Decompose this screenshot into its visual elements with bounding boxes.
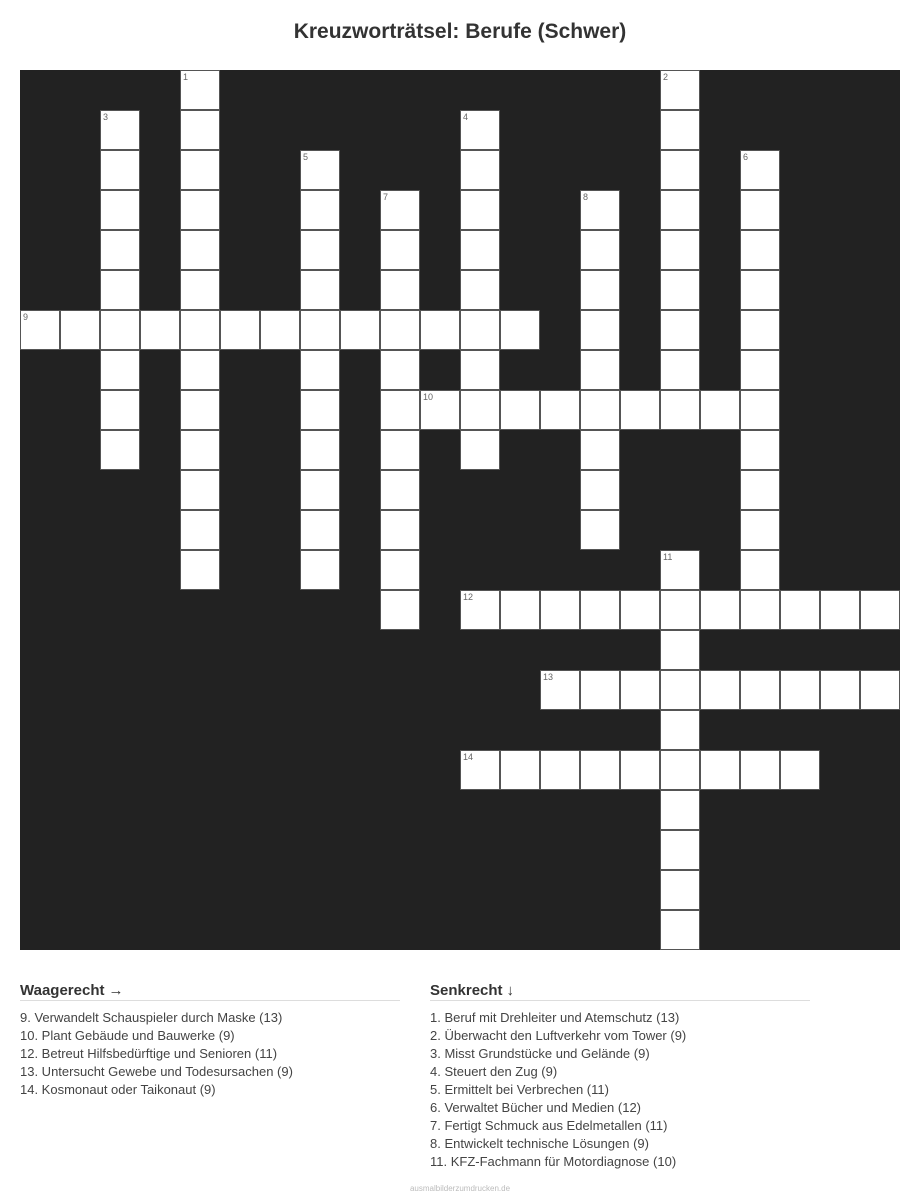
grid-cell[interactable] — [380, 590, 420, 630]
grid-cell[interactable] — [180, 430, 220, 470]
grid-cell[interactable] — [620, 750, 660, 790]
grid-cell[interactable] — [460, 590, 500, 630]
grid-cell[interactable] — [180, 470, 220, 510]
grid-cell[interactable] — [660, 190, 700, 230]
across-heading — [20, 982, 400, 1001]
grid-cell[interactable] — [780, 750, 820, 790]
grid-cell[interactable] — [660, 670, 700, 710]
down-clue: 1. Beruf mit Drehleiter und Atemschutz (13) — [430, 1010, 680, 1025]
grid-cell[interactable] — [220, 310, 260, 350]
grid-cell[interactable] — [700, 670, 740, 710]
grid-cell[interactable] — [380, 190, 420, 230]
grid-cell[interactable] — [460, 750, 500, 790]
grid-cell[interactable] — [580, 350, 620, 390]
grid-cell[interactable] — [300, 350, 340, 390]
down-clue: 6. Verwaltet Bücher und Medien (12) — [430, 1100, 642, 1115]
grid-cell[interactable] — [300, 150, 340, 190]
grid-cell[interactable] — [540, 750, 580, 790]
clue-number: 11 — [663, 552, 673, 562]
down-heading-label: Senkrecht — [430, 982, 503, 999]
down-clue: 11. KFZ-Fachmann für Motordiagnose (10) — [430, 1154, 677, 1169]
grid-cell[interactable] — [740, 390, 780, 430]
grid-cell[interactable] — [540, 390, 580, 430]
grid-cell[interactable] — [300, 390, 340, 430]
grid-cell[interactable] — [660, 270, 700, 310]
grid-cell[interactable] — [740, 470, 780, 510]
grid-cell[interactable] — [540, 670, 580, 710]
grid-cell[interactable] — [500, 310, 540, 350]
across-clue-list — [20, 1009, 400, 1099]
grid-cell[interactable] — [740, 150, 780, 190]
grid-cell[interactable] — [420, 310, 460, 350]
grid-cell[interactable] — [100, 190, 140, 230]
grid-cell[interactable] — [500, 750, 540, 790]
grid-cell[interactable] — [180, 390, 220, 430]
down-clue: 7. Fertigt Schmuck aus Edelmetallen (11) — [430, 1118, 668, 1133]
grid-cell[interactable] — [580, 270, 620, 310]
clue-number: 5 — [303, 152, 309, 162]
grid-cell[interactable] — [740, 550, 780, 590]
grid-cell[interactable] — [460, 390, 500, 430]
grid-cell[interactable] — [460, 350, 500, 390]
grid-cell[interactable] — [460, 270, 500, 310]
grid-cell[interactable] — [580, 590, 620, 630]
grid-cell[interactable] — [580, 510, 620, 550]
clue-number: 2 — [663, 72, 669, 82]
grid-cell[interactable] — [180, 310, 220, 350]
grid-cell[interactable] — [260, 310, 300, 350]
grid-cell[interactable] — [60, 310, 100, 350]
grid-cell[interactable] — [620, 670, 660, 710]
grid-cell[interactable] — [580, 190, 620, 230]
grid-cell[interactable] — [580, 390, 620, 430]
grid-cell[interactable] — [740, 430, 780, 470]
clue-number: 1 — [183, 72, 189, 82]
grid-cell[interactable] — [180, 190, 220, 230]
clue-number: 12 — [463, 592, 474, 602]
grid-cell[interactable] — [180, 70, 220, 110]
grid-cell[interactable] — [460, 150, 500, 190]
grid-cell[interactable] — [740, 670, 780, 710]
grid-cell[interactable] — [300, 430, 340, 470]
clue-number: 10 — [423, 392, 434, 402]
grid-cell[interactable] — [300, 230, 340, 270]
grid-cell[interactable] — [660, 350, 700, 390]
down-clue: 3. Misst Grundstücke und Gelände (9) — [430, 1046, 650, 1061]
grid-cell[interactable] — [300, 510, 340, 550]
clue-number: 9 — [23, 312, 29, 322]
grid-cell[interactable] — [180, 150, 220, 190]
grid-cell[interactable] — [100, 390, 140, 430]
across-clue: 14. Kosmonaut oder Taikonaut (9) — [20, 1082, 216, 1097]
grid-cell[interactable] — [780, 670, 820, 710]
grid-cell[interactable] — [820, 670, 860, 710]
grid-cell[interactable] — [20, 310, 60, 350]
grid-cell[interactable] — [740, 590, 780, 630]
down-clues — [430, 982, 810, 1171]
grid-cell[interactable] — [740, 750, 780, 790]
grid-cell[interactable] — [660, 110, 700, 150]
grid-cell[interactable] — [700, 750, 740, 790]
grid-cell[interactable] — [380, 230, 420, 270]
across-clue: 9. Verwandelt Schauspieler durch Maske (13) — [20, 1010, 283, 1025]
across-clue: 10. Plant Gebäude und Bauwerke (9) — [20, 1028, 235, 1043]
grid-cell[interactable] — [460, 190, 500, 230]
grid-cell[interactable] — [380, 270, 420, 310]
down-clue: 5. Ermittelt bei Verbrechen (11) — [430, 1082, 609, 1097]
grid-cell[interactable] — [660, 870, 700, 910]
grid-cell[interactable] — [460, 430, 500, 470]
grid-cell[interactable] — [500, 590, 540, 630]
clue-number: 14 — [463, 752, 474, 762]
grid-cell[interactable] — [420, 390, 460, 430]
grid-cell[interactable] — [740, 190, 780, 230]
right-arrow-icon: → — [108, 982, 124, 999]
down-arrow-icon: ↓ — [506, 982, 515, 999]
across-heading-label: Waagerecht — [20, 982, 105, 999]
grid-cell[interactable] — [820, 590, 860, 630]
grid-cell[interactable] — [660, 310, 700, 350]
clue-number: 6 — [743, 152, 749, 162]
grid-cell[interactable] — [100, 430, 140, 470]
grid-cell[interactable] — [300, 550, 340, 590]
grid-cell[interactable] — [660, 830, 700, 870]
grid-cell[interactable] — [740, 310, 780, 350]
clue-number: 7 — [383, 192, 389, 202]
grid-cell[interactable] — [100, 150, 140, 190]
clue-number: 4 — [463, 112, 469, 122]
grid-cell[interactable] — [180, 510, 220, 550]
grid-cell[interactable] — [380, 310, 420, 350]
clue-number: 3 — [103, 112, 109, 122]
grid-cell[interactable] — [460, 310, 500, 350]
grid-cell[interactable] — [860, 590, 900, 630]
down-clue: 4. Steuert den Zug (9) — [430, 1064, 558, 1079]
grid-cell[interactable] — [380, 550, 420, 590]
down-heading — [430, 982, 810, 1001]
grid-cell[interactable] — [580, 470, 620, 510]
grid-cell[interactable] — [460, 230, 500, 270]
grid-cell[interactable] — [500, 390, 540, 430]
across-clue: 13. Untersucht Gewebe und Todesursachen (9) — [20, 1064, 293, 1079]
down-clue: 2. Überwacht den Luftverkehr vom Tower (9) — [430, 1028, 687, 1043]
grid-cell[interactable] — [660, 630, 700, 670]
grid-cell[interactable] — [660, 590, 700, 630]
clue-number: 13 — [543, 672, 554, 682]
grid-cell[interactable] — [380, 430, 420, 470]
grid-cell[interactable] — [860, 670, 900, 710]
grid-cell[interactable] — [300, 470, 340, 510]
across-clues — [20, 982, 400, 1099]
grid-cell[interactable] — [660, 750, 700, 790]
grid-cell[interactable] — [180, 230, 220, 270]
grid-cell[interactable] — [660, 390, 700, 430]
grid-cell[interactable] — [100, 310, 140, 350]
grid-cell[interactable] — [180, 350, 220, 390]
grid-cell[interactable] — [340, 310, 380, 350]
grid-cell[interactable] — [100, 270, 140, 310]
grid-cell[interactable] — [180, 110, 220, 150]
grid-cell[interactable] — [180, 270, 220, 310]
grid-cell[interactable] — [300, 310, 340, 350]
grid-cell[interactable] — [300, 270, 340, 310]
grid-cell[interactable] — [780, 590, 820, 630]
grid-cell[interactable] — [580, 670, 620, 710]
grid-cell[interactable] — [660, 710, 700, 750]
source-footer: ausmalbilderzumdrucken.de — [409, 1184, 511, 1193]
grid-cell[interactable] — [580, 230, 620, 270]
page-title: Kreuzworträtsel: Berufe (Schwer) — [293, 20, 627, 43]
grid-cell[interactable] — [740, 510, 780, 550]
grid-cell[interactable] — [660, 550, 700, 590]
grid-cell[interactable] — [180, 550, 220, 590]
grid-cell[interactable] — [100, 110, 140, 150]
grid-cell[interactable] — [380, 350, 420, 390]
grid-cell[interactable] — [660, 230, 700, 270]
crossword-grid — [20, 70, 900, 950]
grid-cell[interactable] — [460, 110, 500, 150]
across-clue: 12. Betreut Hilfsbedürftige und Senioren (11) — [20, 1046, 278, 1061]
grid-cell[interactable] — [100, 350, 140, 390]
grid-cell[interactable] — [700, 390, 740, 430]
grid-cell[interactable] — [300, 190, 340, 230]
down-clue: 8. Entwickelt technische Lösungen (9) — [430, 1136, 649, 1151]
clue-number: 8 — [583, 192, 589, 202]
grid-cell[interactable] — [740, 230, 780, 270]
grid-cell[interactable] — [380, 510, 420, 550]
grid-cell[interactable] — [660, 790, 700, 830]
grid-cell[interactable] — [700, 590, 740, 630]
grid-cell[interactable] — [740, 270, 780, 310]
grid-cell[interactable] — [380, 470, 420, 510]
grid-cell[interactable] — [660, 70, 700, 110]
grid-cell[interactable] — [660, 910, 700, 950]
grid-cell[interactable] — [660, 150, 700, 190]
grid-cell[interactable] — [740, 350, 780, 390]
grid-cell[interactable] — [140, 310, 180, 350]
grid-cell[interactable] — [580, 430, 620, 470]
grid-cell[interactable] — [100, 230, 140, 270]
down-clue-list — [430, 1009, 810, 1171]
grid-cell[interactable] — [580, 750, 620, 790]
grid-cell[interactable] — [580, 310, 620, 350]
grid-cell[interactable] — [380, 390, 420, 430]
grid-cell[interactable] — [620, 390, 660, 430]
grid-cell[interactable] — [540, 590, 580, 630]
grid-cell[interactable] — [620, 590, 660, 630]
